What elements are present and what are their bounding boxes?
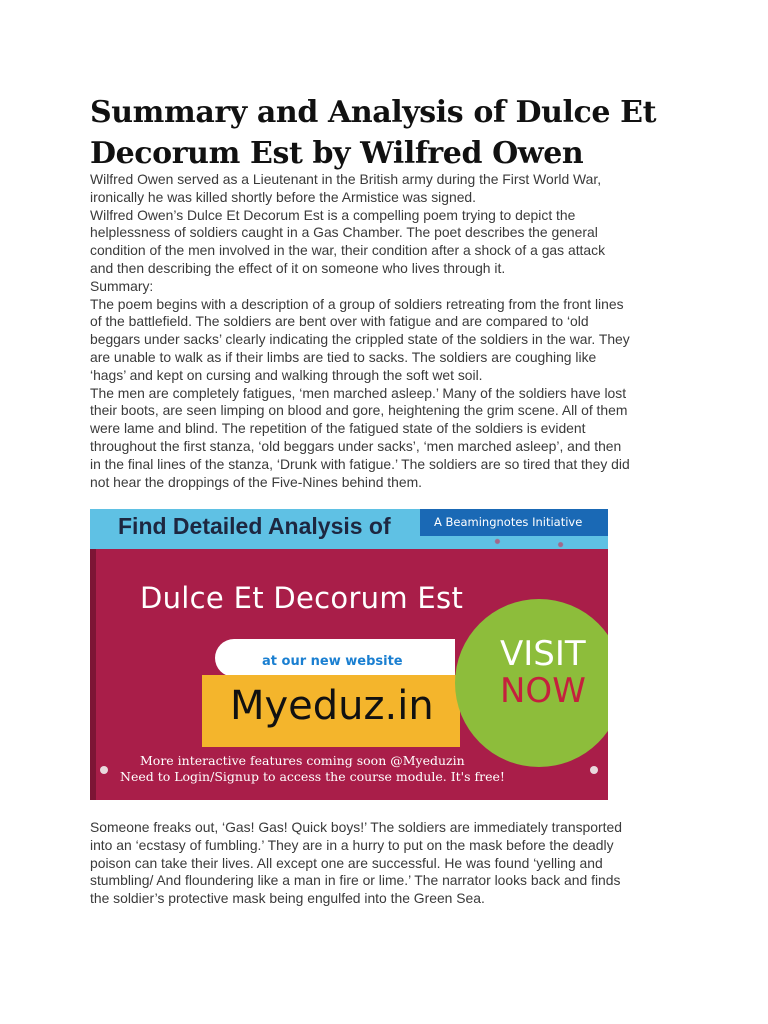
body-line: Wilfred Owen’s Dulce Et Decorum Est is a compelling poem trying to depict the (90, 206, 576, 223)
body-line: and then describing the effect of it on someone who lives through it. (90, 259, 506, 276)
initiative-label: A Beamingnotes Initiative (434, 515, 583, 529)
body-line: were lame and blind. The repetition of the fatigued state of the soldiers is evident (90, 420, 586, 437)
body-line: Someone freaks out, ‘Gas! Gas! Quick boys!’ The soldiers are immediately transported (90, 819, 622, 835)
page-title: Summary and Analysis of Dulce Et Decorum Est by Wilfred Owen (90, 95, 657, 171)
body-line: condition of the men involved in the war, their condition after a shock of a gas attack (90, 242, 606, 259)
banner-poem-title: Dulce Et Decorum Est (140, 581, 464, 615)
dot-decoration (590, 766, 598, 774)
body-line: helplessness of soldiers caught in a Gas Chamber. The poet describes the general (90, 224, 598, 241)
body-line: The men are completely fatigues, ‘men marched asleep.’ Many of the soldiers have lost (90, 384, 627, 401)
banner-heading: Find Detailed Analysis of (118, 513, 391, 539)
body-line: their boots, are seen limping on blood and gore, heightening the grim scene. All of them (90, 402, 628, 419)
speckle-decoration (450, 535, 608, 551)
website-label: at our new website (262, 654, 403, 669)
website-domain[interactable]: Myeduz.in (230, 683, 434, 729)
body-line: throughout the first stanza, ‘old beggars under sacks’, ‘men marched asleep’, and then (90, 437, 622, 454)
body-line: beggars under sacks’ clearly indicating the crippled state of the soldiers in the war. They (90, 331, 630, 348)
body-line: in the final lines of the stanza, ‘Drunk with fatigue.’ The soldiers are so tired that they did (90, 455, 630, 472)
banner-edge (90, 549, 96, 800)
body-line: are unable to walk as if their limbs are tied to sacks. The soldiers are coughing like (90, 348, 597, 365)
article-body-bottom (90, 819, 685, 908)
dot-decoration (100, 766, 108, 774)
body-line: not hear the droppings of the Five-Nines behind them. (90, 473, 423, 490)
summary-heading: Summary: (90, 277, 154, 294)
body-line: ironically he was killed shortly before the Armistice was signed. (90, 188, 477, 205)
body-line: stumbling/ And floundering like a man in fire or lime.’ The narrator looks back and finds (90, 872, 621, 889)
banner-footer-line: Need to Login/Signup to access the course module. It's free! (120, 769, 505, 784)
banner-footer-line: More interactive features coming soon @Myeduzin (140, 753, 465, 768)
now-label[interactable]: NOW (500, 671, 586, 711)
article-body-top (90, 171, 685, 491)
body-line: into an ‘ecstasy of fumbling.’ They are in a hurry to put on the mask before the deadly (90, 836, 614, 853)
body-line: ‘hags’ and kept on cursing and walking through the soft wet soil. (90, 366, 483, 383)
visit-label[interactable]: VISIT (500, 634, 586, 674)
promo-banner[interactable] (90, 509, 608, 800)
body-line: Wilfred Owen served as a Lieutenant in the British army during the First World War, (90, 171, 602, 187)
body-line: of the battlefield. The soldiers are bent over with fatigue and are compared to ‘old (90, 313, 589, 330)
body-line: poison can take their lives. All except one are successful. He was found ‘yelling and (90, 854, 603, 871)
body-line: the soldier’s protective mask being engulfed into the Green Sea. (90, 890, 485, 907)
body-line: The poem begins with a description of a group of soldiers retreating from the front lines (90, 295, 624, 312)
